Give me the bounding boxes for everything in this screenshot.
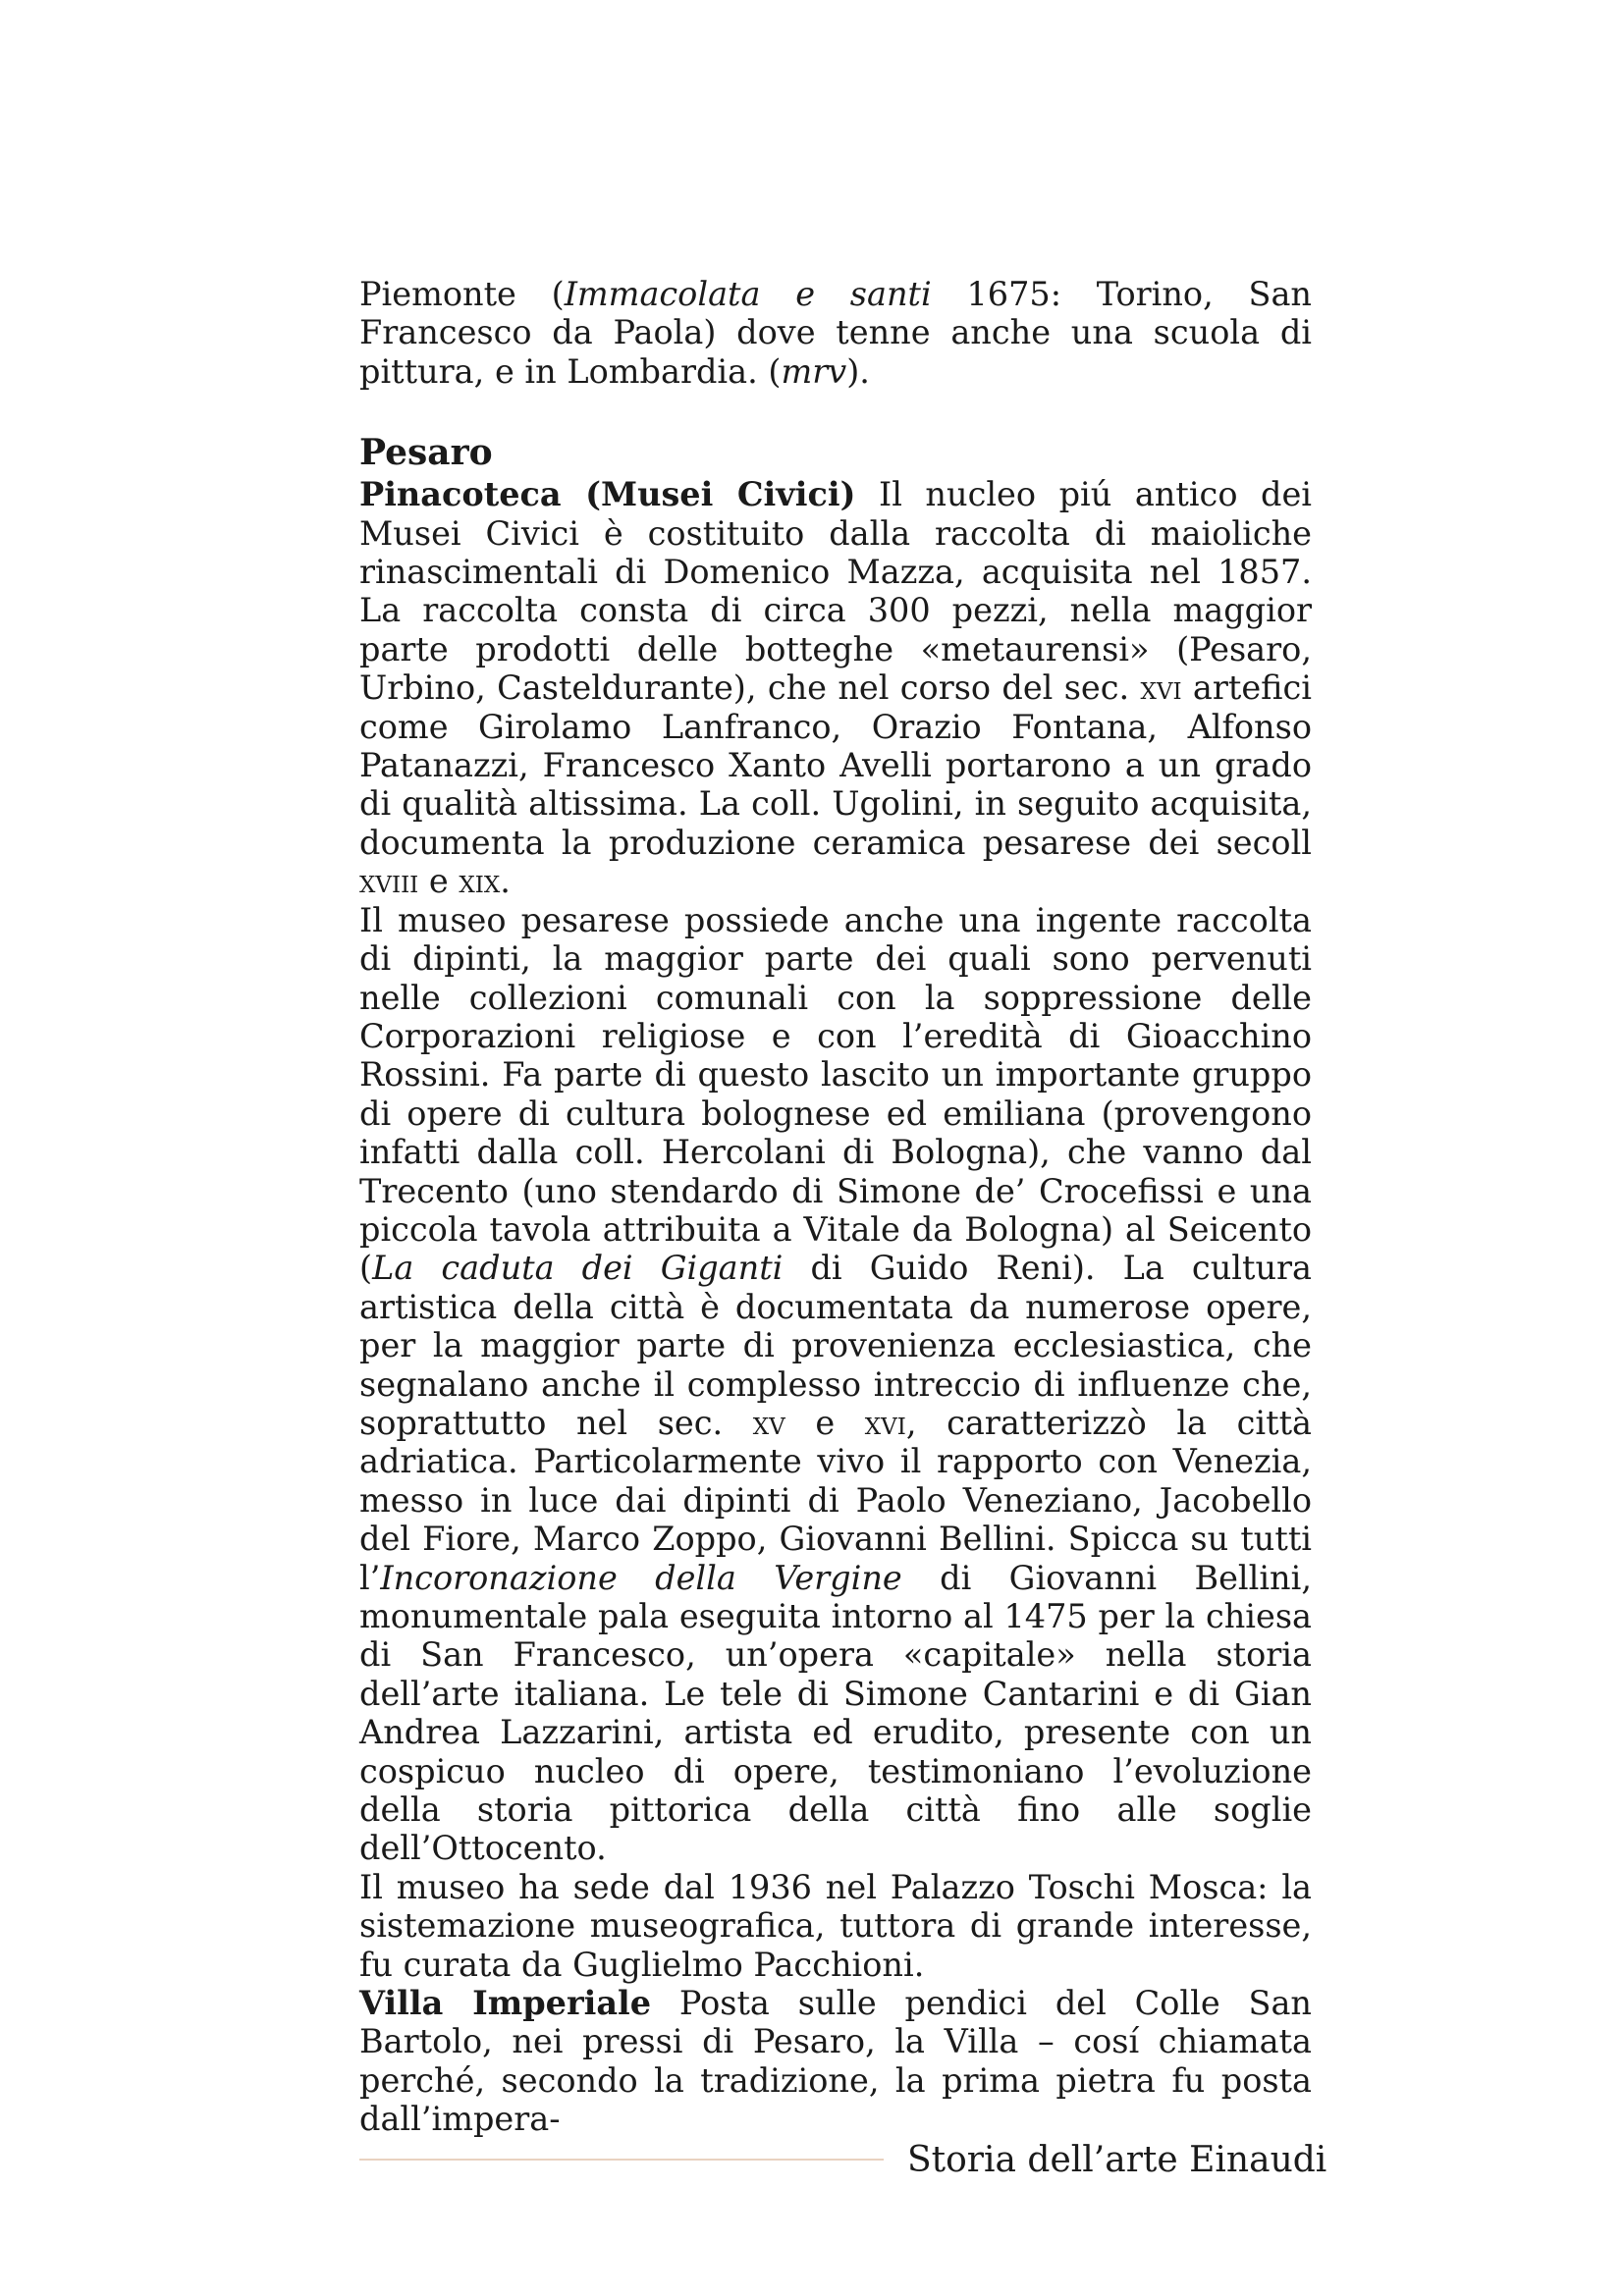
intro-text: ). bbox=[846, 351, 870, 391]
page-body bbox=[359, 275, 1312, 2139]
page-footer bbox=[359, 2132, 1327, 2187]
body-text: e bbox=[418, 862, 460, 901]
body-text: artefici come Girolamo Lanfranco, Orazio Fontana, Alfonso Patanazzi, Francesco Xanto Avelli portarono a un grado di qualità altissima. La coll. Ugolini, in seguito acquisita, documenta la produzione ceramica pesarese dei secoll bbox=[359, 668, 1313, 862]
intro-text: Piemonte ( bbox=[359, 275, 565, 313]
artwork-title: Incoronazione della Vergine bbox=[380, 1558, 902, 1597]
publication-title: Storia dell’arte Einaudi bbox=[907, 2139, 1327, 2180]
body-text: Il nucleo piú antico dei Musei Civici è costituito dalla raccolta di maioliche rinascimentali di Domenico Mazza, acquisita nel 1857. La raccolta consta di circa 300 pezzi, nella maggior parte prodotti delle botteghe «metaurensi» (Pesaro, Urbino, Casteldurante), che nel corso del sec. bbox=[359, 475, 1312, 708]
century-numeral: xix bbox=[459, 862, 501, 901]
author-initials: mrv bbox=[781, 351, 847, 391]
body-text: . bbox=[500, 862, 511, 901]
artwork-title: Immacolata e santi bbox=[564, 275, 932, 313]
pinacoteca-paragraph-1 bbox=[359, 475, 1312, 900]
century-numeral: xvi bbox=[1140, 668, 1182, 708]
body-text: , caratterizzò la città adriatica. Particolarmente vivo il rapporto con Venezia, messo in luce dai dipinti di Paolo Veneziano, Jacobello del Fiore, Marco Zoppo, Giovanni Bellini. Spicca su tutti l’ bbox=[359, 1403, 1313, 1597]
century-numeral: xv bbox=[752, 1403, 785, 1442]
artwork-title: La caduta dei Giganti bbox=[372, 1249, 784, 1288]
section-heading: Pesaro bbox=[359, 432, 493, 474]
intro-paragraph bbox=[359, 275, 1312, 391]
villa-paragraph bbox=[359, 1984, 1312, 2139]
entry-label: Villa Imperiale bbox=[359, 1984, 652, 2023]
body-text: di Giovanni Bellini, monumentale pala eseguita intorno al 1475 per la chiesa di San Francesco, un’opera «capitale» nella storia dell’arte italiana. Le tele di Simone Cantarini e di Gian Andrea Lazzarini, artista ed erudito, presente con un cospicuo nucleo di opere, testimoniano l’evoluzione della storia pittorica della città fino alle soglie dell’Ottocento. bbox=[359, 1558, 1312, 1868]
pinacoteca-paragraph-2 bbox=[359, 901, 1312, 1868]
body-text: di Guido Reni). La cultura artistica della città è documentata da numerose opere, per la maggior parte di provenienza ecclesiastica, che segnalano anche il complesso intreccio di influenze che, soprattutto nel sec. bbox=[359, 1249, 1313, 1442]
intro-text: 1675: Torino, San Francesco da Paola) dove tenne anche una scuola di pittura, e in Lombardia. ( bbox=[359, 275, 1312, 391]
pinacoteca-paragraph-3: Il museo ha sede dal 1936 nel Palazzo Toschi Mosca: la sistemazione museografica, tuttora di grande interesse, fu curata da Guglielmo Pacchioni. bbox=[359, 1867, 1312, 1984]
century-numeral: xviii bbox=[359, 862, 419, 901]
body-text: Posta sulle pendici del Colle San Bartolo, nei pressi di Pesaro, la Villa – cosí chiamata perché, secondo la tradizione, la prima pietra fu posta dall’impera- bbox=[359, 1984, 1312, 2139]
body-text: e bbox=[784, 1403, 865, 1442]
body-text: Il museo pesarese possiede anche una ingente raccolta di dipinti, la maggior parte dei quali sono pervenuti nelle collezioni comunali con la soppressione delle Corporazioni religiose e con l’eredità di Gioacchino Rossini. Fa parte di questo lascito un importante gruppo di opere di cultura bolognese ed emiliana (provengono infatti dalla coll. Hercolani di Bologna), che vanno dal Trecento (uno stendardo di Simone de’ Crocefissi e una piccola tavola attribuita a Vitale da Bologna) al Seicento ( bbox=[359, 900, 1312, 1288]
century-numeral: xvi bbox=[864, 1403, 906, 1442]
entry-label: Pinacoteca (Musei Civici) bbox=[359, 475, 856, 514]
footer-rule bbox=[359, 2159, 884, 2161]
